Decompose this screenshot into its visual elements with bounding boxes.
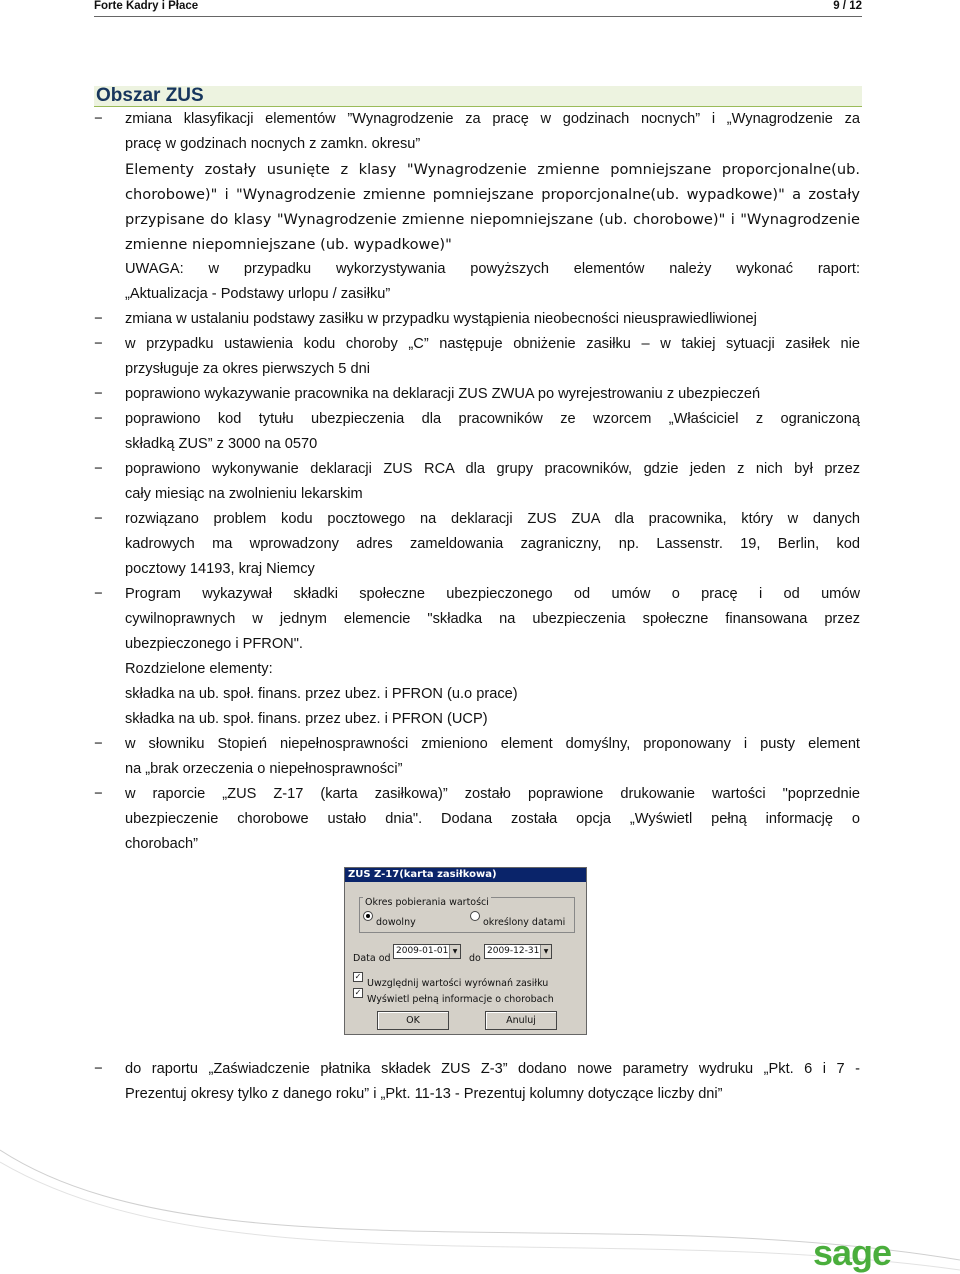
list-item-line: ubezpieczenie chorobowe ustało dnia". Dodana została opcja „Wyświetl pełną informację o	[125, 811, 860, 827]
list-item	[94, 457, 860, 507]
list-item-line: zmienne niepomniejszane (ub. wypadkowe)"	[125, 236, 452, 253]
list-item	[94, 582, 860, 732]
list-item-line: Rozdzielone elementy:	[125, 661, 273, 677]
list-item-line: Elementy zostały usunięte z klasy "Wynagrodzenie zmienne pomniejszane proporcjonalne(ub.	[125, 161, 860, 178]
list-item-line: składką ZUS” z 3000 na 0570	[125, 436, 318, 452]
list-item	[94, 332, 860, 382]
list-item-line: składka na ub. społ. finans. przez ubez. i PFRON (u.o prace)	[125, 686, 518, 702]
list-item-line: − w przypadku ustawienia kodu choroby „C” następuje obniżenie zasiłku – w takiej sytuacji zasiłek nie	[125, 336, 860, 352]
list-item	[94, 257, 860, 307]
zus-z17-dialog	[344, 867, 587, 1035]
list-item-line: − do raportu „Zaświadczenie płatnika składek ZUS Z-3” dodano nowe parametry wydruku „Pkt. 6 i 7 -	[125, 1061, 860, 1077]
date-to-label: do	[469, 953, 481, 964]
sage-logo: sage	[813, 1232, 892, 1273]
list-item-line: ubezpieczonego i PFRON".	[125, 636, 303, 652]
list-item-line: − Program wykazywał składki społeczne ubezpieczonego od umów o pracę i od umów	[125, 586, 860, 602]
list-item-line: − zmiana klasyfikacji elementów ”Wynagrodzenie za pracę w godzinach nocnych” i „Wynagrodzenie za	[125, 111, 860, 127]
date-to-field[interactable]	[484, 944, 552, 959]
list-item	[94, 382, 860, 407]
dialog-figure	[94, 867, 860, 1035]
check-allowance-corrections[interactable]: ✓	[354, 972, 362, 981]
list-item	[94, 507, 860, 582]
chevron-down-icon[interactable]: ▼	[449, 945, 460, 958]
page-header	[94, 0, 862, 17]
check-illness-label: Wyświetl pełną informacje o chorobach	[367, 994, 554, 1005]
cancel-button[interactable]: Anuluj	[485, 1011, 557, 1030]
section-title: Obszar ZUS	[96, 85, 204, 106]
list-item-line: przysługuje za okres pierwszych 5 dni	[125, 361, 370, 377]
list-item-line: cały miesiąc na zwolnieniu lekarskim	[125, 486, 363, 502]
list-item-line: kadrowych ma wprowadzony adres zameldowania zagraniczny, np. Lassenstr. 19, Berlin, kod	[125, 536, 860, 552]
list-item-line: − zmiana w ustalaniu podstawy zasiłku w przypadku wystąpienia nieobecności nieusprawiedliwionej	[125, 311, 757, 327]
list-item-line: „Aktualizacja - Podstawy urlopu / zasiłku”	[125, 286, 391, 302]
radio-any[interactable]	[363, 911, 373, 921]
list-item	[94, 157, 860, 257]
date-from-field[interactable]	[393, 944, 461, 959]
radio-dates[interactable]	[470, 911, 480, 921]
section-heading	[94, 86, 862, 107]
radio-any-label: dowolny	[376, 917, 416, 928]
list-item	[94, 1057, 860, 1107]
change-list	[94, 107, 860, 1107]
list-item-line: przypisane do klasy "Wynagrodzenie zmienne niepomniejszane (ub. chorobowe)" i "Wynagrodzenie	[125, 211, 860, 228]
check-allowance-label: Uwzględnij wartości wyrównań zasiłku	[367, 978, 549, 989]
list-item-line: − w raporcie „ZUS Z-17 (karta zasiłkowa)” zostało poprawione drukowanie wartości "poprzednie	[125, 786, 860, 802]
document-title: Forte Kadry i Płace	[94, 0, 199, 12]
list-item-line: UWAGA: w przypadku wykorzystywania powyższych elementów należy wykonać raport:	[125, 261, 860, 277]
list-item-line: − w słowniku Stopień niepełnosprawności zmieniono element domyślny, proponowany i pusty element	[125, 736, 860, 752]
list-item-line: pocztowy 14193, kraj Niemcy	[125, 561, 315, 577]
date-from-label: Data od	[353, 953, 391, 964]
date-from-value: 2009-01-01	[396, 946, 449, 956]
ok-button[interactable]: OK	[377, 1011, 449, 1030]
radio-dates-label: określony datami	[483, 917, 566, 928]
list-item-line: − rozwiązano problem kodu pocztowego na deklaracji ZUS ZUA dla pracownika, który w danych	[125, 511, 860, 527]
check-full-illness-info[interactable]: ✓	[354, 988, 362, 997]
list-item-line: na „brak orzeczenia o niepełnosprawności”	[125, 761, 403, 777]
date-to-value: 2009-12-31	[487, 946, 540, 956]
page-number: 9 / 12	[833, 0, 862, 12]
dialog-title: ZUS Z-17(karta zasiłkowa)	[345, 868, 586, 882]
list-item-line: Prezentuj okresy tylko z danego roku” i „Pkt. 11-13 - Prezentuj kolumny dotyczące liczby dni”	[125, 1086, 723, 1102]
list-item-line: − poprawiono kod tytułu ubezpieczenia dla pracowników ze wzorcem „Właściciel z ograniczoną	[125, 411, 860, 427]
list-item	[94, 732, 860, 782]
list-item-line: − poprawiono wykazywanie pracownika na deklaracji ZUS ZWUA po wyrejestrowaniu z ubezpieczeń	[125, 386, 761, 402]
list-item-line: pracę w godzinach nocnych z zamkn. okresu”	[125, 136, 421, 152]
list-item-line: cywilnoprawnych w jednym elemencie "składka na ubezpieczenia społeczne finansowana przez	[125, 611, 860, 627]
period-group-title: Okres pobierania wartości	[363, 890, 491, 915]
list-item-line: składka na ub. społ. finans. przez ubez. i PFRON (UCP)	[125, 711, 488, 727]
list-item	[94, 107, 860, 157]
chevron-down-icon[interactable]: ▼	[540, 945, 551, 958]
list-item	[94, 307, 860, 332]
list-item-line: − poprawiono wykonywanie deklaracji ZUS RCA dla grupy pracowników, gdzie jeden z nich był przez	[125, 461, 860, 477]
list-item-line: chorobowe)" i "Wynagrodzenie zmienne pomniejszane proporcjonalne(ub. wypadkowe)" a zostały	[125, 186, 860, 203]
list-item	[94, 407, 860, 457]
list-item-line: chorobach”	[125, 836, 199, 852]
list-item	[94, 782, 860, 857]
